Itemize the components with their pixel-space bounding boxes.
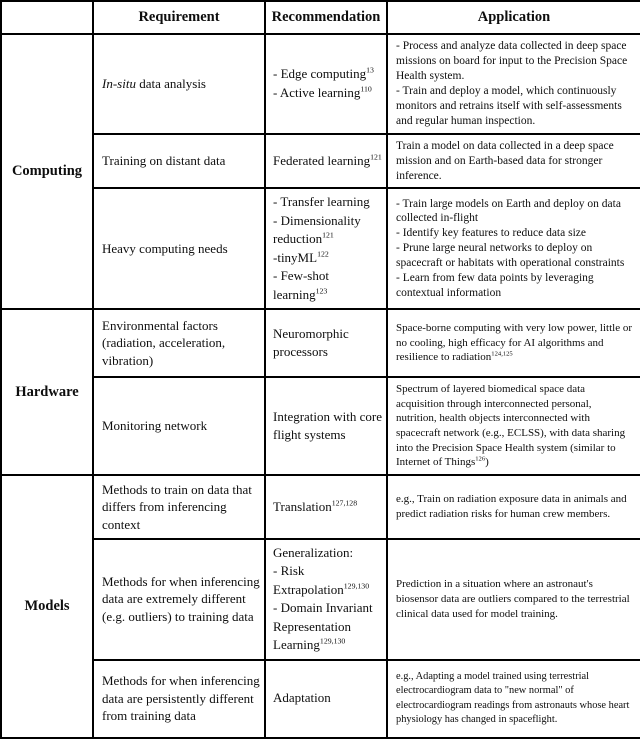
application-cell	[387, 475, 640, 539]
header-application: Application	[387, 1, 640, 34]
header-group-cell	[1, 1, 93, 34]
requirement-cell	[93, 475, 265, 539]
application-paragraph: - Learn from few data points by leveraging contextual information	[396, 272, 594, 300]
requirement-text: data analysis	[135, 76, 206, 92]
requirement-text: Training on distant data	[102, 153, 226, 169]
recommendation-line: - Dimensionality	[273, 212, 361, 228]
table-row	[1, 134, 640, 189]
citation-superscript: 126	[475, 455, 486, 463]
requirement-cell	[93, 188, 265, 309]
recommendation-line: - Risk	[273, 563, 305, 579]
application-cell	[387, 34, 640, 134]
recommendation-line: Integration with core	[273, 408, 383, 424]
application-paragraph: Prediction in a situation where an astronaut's biosensor data are outliers compared to the terrestrial clinical data used for model training.	[396, 578, 630, 620]
application-paragraph: e.g., Adapting a model trained using terrestrial electrocardiogram data to "new normal" of electrocardiogram readings from astronauts whose heart physiology has changed in spaceflight.	[396, 670, 630, 726]
recommendation-line: - Edge computing$^{13}$	[273, 66, 374, 82]
recommendation-line: Extrapolation$^{129,130}$	[273, 581, 370, 597]
table-row	[1, 188, 640, 309]
requirement-cell	[93, 34, 265, 134]
group-label-models: Models	[1, 475, 93, 738]
table-row	[1, 660, 640, 738]
application-paragraph: Train a model on data collected in a deep space mission and on Earth-based data for stronger inference.	[396, 139, 614, 182]
recommendation-line: - Active learning$^{110}$	[273, 84, 372, 100]
requirement-text: Environmental factors (radiation, acceleration, vibration)	[102, 317, 226, 368]
recommendation-line: -tinyML$^{122}$	[273, 249, 329, 265]
application-paragraph: - Train large models on Earth and deploy on data collected in-flight	[396, 197, 621, 225]
citation-superscript: 110	[360, 84, 372, 94]
requirement-cell	[93, 377, 265, 475]
requirement-cell	[93, 309, 265, 377]
header-row	[1, 1, 640, 34]
recommendation-line: Adaptation	[273, 690, 331, 706]
table-row	[1, 377, 640, 475]
recommendation-line: - Few-shot	[273, 268, 329, 284]
recommendation-cell	[265, 134, 387, 189]
citation-superscript: 121	[370, 152, 382, 162]
recommendation-line: flight systems	[273, 427, 346, 443]
recommendation-cell	[265, 539, 387, 660]
citation-superscript: 129,130	[319, 636, 346, 646]
citation-superscript: 127,128	[331, 498, 358, 508]
recommendation-line: Federated learning$^{121}$	[273, 152, 382, 168]
group-label-computing: Computing	[1, 34, 93, 309]
application-paragraph: Space-borne computing with very low power, little or no cooling, high efficacy for AI algorithms and resilience to radiation$^{124,125}$	[396, 322, 633, 364]
recommendation-line: - Domain Invariant	[273, 600, 373, 616]
requirement-cell	[93, 539, 265, 660]
recommendation-cell	[265, 309, 387, 377]
application-paragraph: - Identify key features to reduce data size	[396, 227, 586, 240]
recommendation-cell	[265, 660, 387, 738]
table-row	[1, 309, 640, 377]
recommendation-line: Learning$^{129,130}$	[273, 636, 346, 653]
recommendation-line: Representation	[273, 618, 351, 634]
recommendation-cell	[265, 34, 387, 134]
group-label-hardware: Hardware	[1, 309, 93, 475]
table-row	[1, 539, 640, 660]
header-recommendation: Recommendation	[265, 1, 387, 34]
citation-superscript: 121	[322, 231, 334, 241]
application-cell	[387, 134, 640, 189]
application-paragraph: - Prune large neural networks to deploy on spacecraft or habitats with operational constraints	[396, 242, 625, 270]
requirement-cell	[93, 660, 265, 738]
application-paragraph: Spectrum of layered biomedical space data acquisition through interconnected personal, nutrition, health objects interconnected with spacecraft network (e.g., ECLSS), with data sharing into the Precision Space Health system (similar to Internet of Things$^{126}$)	[396, 383, 626, 469]
recommendation-line: Generalization:	[273, 544, 354, 560]
citation-superscript: 123	[315, 286, 328, 296]
citation-superscript: 13	[366, 66, 374, 76]
requirement-cell	[93, 134, 265, 189]
table-row	[1, 475, 640, 539]
application-cell	[387, 309, 640, 377]
recommendation-line: processors	[273, 344, 328, 360]
application-paragraph: - Train and deploy a model, which continuously monitors and retrains itself with self-assessments and regular human inspection.	[396, 84, 622, 127]
requirement-text: Monitoring network	[102, 418, 208, 434]
recommendation-cell	[265, 475, 387, 539]
application-paragraph: - Process and analyze data collected in deep space missions on board for input to the Precision Space Health system.	[396, 40, 628, 82]
header-requirement: Requirement	[93, 1, 265, 34]
citation-superscript: 129,130	[343, 581, 370, 591]
requirement-text: Heavy computing needs	[102, 241, 228, 257]
requirement-text: Methods to train on data that differs from inferencing context	[102, 481, 252, 532]
requirement-text: Methods for when inferencing data are persistently different from training data	[102, 673, 260, 724]
requirement-text: Methods for when inferencing data are extremely different (e.g. outliers) to training data	[102, 573, 260, 625]
application-cell	[387, 188, 640, 309]
application-paragraph: e.g., Train on radiation exposure data in animals and predict radiation risks for human crew members.	[396, 493, 627, 520]
recommendation-line: reduction$^{121}$	[273, 231, 334, 247]
citation-superscript: 122	[317, 249, 329, 259]
application-cell	[387, 539, 640, 660]
table-row	[1, 34, 640, 134]
recommendation-line: learning$^{123}$	[273, 286, 328, 302]
citation-superscript: 124,125	[491, 350, 513, 358]
application-cell	[387, 660, 640, 738]
recommendation-line: - Transfer learning	[273, 194, 370, 210]
application-cell	[387, 377, 640, 475]
requirement-italic-text: In-situ	[102, 76, 136, 92]
recommendation-line: Translation$^{127,128}$	[273, 498, 358, 514]
recommendation-cell	[265, 188, 387, 309]
recommendation-cell	[265, 377, 387, 475]
recommendation-line: Neuromorphic	[273, 325, 349, 341]
